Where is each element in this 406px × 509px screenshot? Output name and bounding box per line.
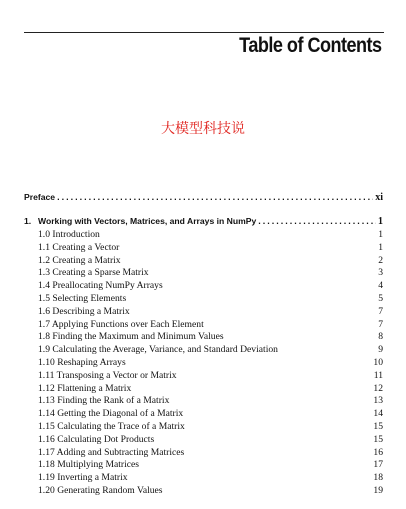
entry-page: 3 <box>378 267 383 279</box>
entry-title <box>38 280 163 291</box>
toc-chapter-1[interactable] <box>24 216 383 227</box>
entry-label: Calculating the Average, Variance, and Standard Deviation <box>52 344 278 356</box>
entry-title <box>38 319 204 330</box>
entry-number: 1.18 <box>38 459 55 471</box>
entry-number: 1.3 <box>38 267 50 279</box>
entry-number: 1.15 <box>38 420 55 432</box>
entry-title <box>38 472 128 483</box>
toc-entry[interactable] <box>38 447 383 460</box>
toc-entry[interactable] <box>38 357 383 370</box>
toc-entry[interactable] <box>38 421 383 434</box>
entry-label: Calculating Dot Products <box>57 433 155 445</box>
entry-label: Reshaping Arrays <box>57 356 126 368</box>
entry-page: 13 <box>373 395 383 407</box>
toc-entry[interactable] <box>38 485 383 498</box>
entry-page: 15 <box>373 433 383 445</box>
entry-number: 1.10 <box>38 356 55 368</box>
entry-title <box>38 267 149 278</box>
entry-title <box>38 255 121 266</box>
entry-label: Generating Random Values <box>57 484 163 496</box>
entry-page: 14 <box>373 408 383 420</box>
toc-entry[interactable] <box>38 319 383 332</box>
entry-label: Calculating the Trace of a Matrix <box>57 420 185 432</box>
toc-entry[interactable] <box>38 229 383 242</box>
entry-number: 1.8 <box>38 331 50 343</box>
entry-page: 1 <box>378 241 383 253</box>
toc-entry[interactable] <box>38 344 383 357</box>
entry-title <box>38 459 139 470</box>
entry-number: 1.20 <box>38 484 55 496</box>
entry-number: 1.16 <box>38 433 55 445</box>
entry-label: Introduction <box>52 229 100 240</box>
entry-title <box>38 434 154 445</box>
entry-number: 1.2 <box>38 254 50 266</box>
entry-label: Getting the Diagonal of a Matrix <box>57 408 184 420</box>
toc-entry[interactable] <box>38 242 383 255</box>
toc-entry[interactable] <box>38 293 383 306</box>
entry-number: 1.19 <box>38 472 55 484</box>
toc-entry[interactable] <box>38 370 383 383</box>
toc-entry[interactable] <box>38 383 383 396</box>
entry-page: 5 <box>378 292 383 304</box>
entry-number: 1.13 <box>38 395 55 407</box>
entry-label: Finding the Maximum and Minimum Values <box>52 331 224 343</box>
entry-page: 9 <box>378 344 383 356</box>
entry-title <box>38 370 177 381</box>
entry-page: 11 <box>373 369 383 381</box>
entry-label: Creating a Sparse Matrix <box>52 267 149 279</box>
chapter-title <box>24 216 256 226</box>
entry-label: Preallocating NumPy Arrays <box>52 280 163 292</box>
entry-label: Inverting a Matrix <box>57 472 128 484</box>
entry-label: Creating a Vector <box>52 241 120 253</box>
chapter-number: 1. <box>24 216 32 226</box>
toc-entry[interactable] <box>38 306 383 319</box>
entry-title <box>38 344 278 355</box>
toc-entry[interactable] <box>38 472 383 485</box>
entry-page: 7 <box>378 318 383 330</box>
entry-label: Flattening a Matrix <box>57 382 132 394</box>
toc-entry[interactable] <box>38 280 383 293</box>
toc-entry[interactable] <box>38 255 383 268</box>
entry-label: Creating a Matrix <box>52 254 121 266</box>
entry-title <box>38 447 184 458</box>
entry-page: 4 <box>378 280 383 292</box>
entry-number: 1.5 <box>38 292 50 304</box>
entry-title <box>38 331 224 342</box>
toc-entry[interactable] <box>38 331 383 344</box>
entry-title <box>38 306 130 317</box>
entry-number: 1.7 <box>38 318 50 330</box>
preface-page: xi <box>375 192 383 203</box>
entry-title <box>38 242 119 253</box>
toc-entry[interactable] <box>38 459 383 472</box>
entry-page: 12 <box>373 382 383 394</box>
entry-title <box>38 293 126 304</box>
entry-title <box>38 485 163 496</box>
entry-title <box>38 421 185 432</box>
toc-entries <box>38 229 383 498</box>
toc-preface[interactable] <box>24 192 383 203</box>
entry-page: 16 <box>373 446 383 458</box>
chapter-page: 1 <box>378 216 383 227</box>
entry-number: 1.12 <box>38 382 55 394</box>
entry-label: Describing a Matrix <box>52 305 130 317</box>
entry-number: 1.1 <box>38 241 50 253</box>
entry-page: 19 <box>373 484 383 496</box>
entry-number: 1.4 <box>38 280 50 292</box>
entry-label: Applying Functions over Each Element <box>51 318 204 330</box>
entry-page: 17 <box>373 459 383 471</box>
entry-title <box>38 395 169 406</box>
entry-label: Multiplying Matrices <box>57 459 140 471</box>
entry-number: 1.0 <box>38 229 50 240</box>
entry-number: 1.11 <box>38 369 55 381</box>
entry-number: 1.17 <box>38 446 55 458</box>
entry-page: 10 <box>373 356 383 368</box>
leader-dots <box>258 216 376 226</box>
preface-label: Preface <box>24 192 56 202</box>
entry-title <box>38 408 183 419</box>
toc-entry[interactable] <box>38 408 383 421</box>
watermark: 大模型科技说 <box>161 121 245 137</box>
toc-entry[interactable] <box>38 267 383 280</box>
toc-entry[interactable] <box>38 434 383 447</box>
entry-page: 2 <box>378 254 383 266</box>
chapter-label: Working with Vectors, Matrices, and Arrays in NumPy <box>38 216 257 226</box>
entry-page: 7 <box>378 305 383 317</box>
entry-title <box>38 229 100 240</box>
page-title: Table of Contents <box>239 34 382 57</box>
entry-title <box>38 357 126 368</box>
leader-dots <box>57 192 373 202</box>
entry-number: 1.14 <box>38 408 55 420</box>
entry-title <box>38 383 131 394</box>
entry-page: 1 <box>378 229 383 240</box>
entry-page: 15 <box>373 420 383 432</box>
entry-page: 8 <box>378 331 383 343</box>
entry-number: 1.9 <box>38 344 50 356</box>
entry-number: 1.6 <box>38 305 50 317</box>
toc-entry[interactable] <box>38 395 383 408</box>
entry-page: 18 <box>373 472 383 484</box>
header-rule <box>24 32 384 33</box>
entry-label: Transposing a Vector or Matrix <box>56 369 177 381</box>
entry-label: Selecting Elements <box>52 292 127 304</box>
entry-label: Finding the Rank of a Matrix <box>57 395 170 407</box>
entry-label: Adding and Subtracting Matrices <box>56 446 185 458</box>
